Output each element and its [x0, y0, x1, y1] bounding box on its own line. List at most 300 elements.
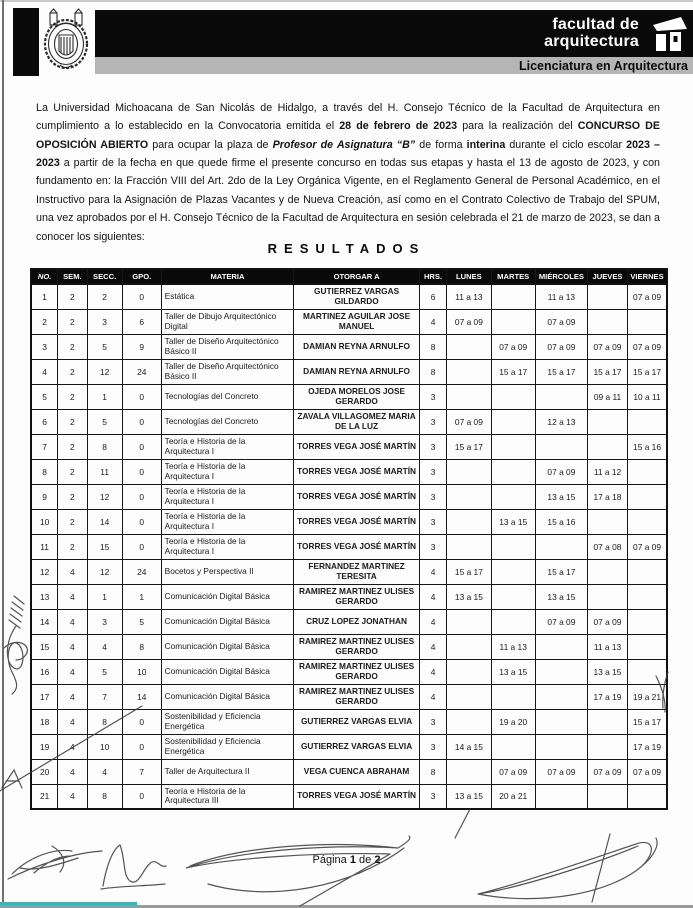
cell-viernes: 19 a 21	[628, 684, 667, 709]
cell-materia: Teoría e Historia de la Arquitectura I	[161, 434, 294, 459]
intro-segment: 28 de febrero de 2023	[339, 120, 458, 133]
cell-viernes: 07 a 09	[628, 334, 667, 359]
cell-no: 15	[31, 634, 58, 659]
cell-no: 17	[31, 684, 58, 709]
cell-viernes	[628, 559, 667, 584]
cell-hrs: 3	[419, 459, 446, 484]
cell-gpo: 24	[122, 559, 161, 584]
cell-no: 16	[31, 659, 58, 684]
cell-secc: 14	[87, 509, 122, 534]
cell-sem: 2	[58, 409, 87, 434]
cell-viernes: 07 a 09	[628, 534, 667, 559]
cell-lunes	[447, 459, 491, 484]
cell-no: 14	[31, 609, 58, 634]
page-number: 1	[349, 854, 356, 866]
cell-lunes: 13 a 15	[447, 784, 491, 809]
cell-otorgar-a: RAMIREZ MARTINEZ ULISES GERARDO	[294, 659, 419, 684]
cell-sem: 2	[58, 309, 87, 334]
brand-line1: facultad de	[552, 15, 639, 33]
cell-sem: 4	[58, 559, 87, 584]
cell-miercoles: 07 a 09	[535, 759, 587, 784]
cell-jueves: 07 a 09	[587, 334, 627, 359]
cell-lunes	[447, 534, 491, 559]
cell-martes	[491, 409, 535, 434]
cell-no: 9	[31, 484, 58, 509]
cell-no: 10	[31, 509, 58, 534]
cell-secc: 15	[87, 534, 122, 559]
cell-miercoles	[535, 659, 587, 684]
cell-sem: 4	[58, 609, 87, 634]
table-row	[31, 359, 667, 384]
cell-gpo: 0	[122, 284, 161, 309]
cell-materia: Tecnologías del Concreto	[161, 409, 294, 434]
cell-sem: 2	[58, 384, 87, 409]
cell-gpo: 10	[122, 659, 161, 684]
cell-viernes	[628, 634, 667, 659]
cell-secc: 11	[87, 459, 122, 484]
cell-hrs: 4	[419, 609, 446, 634]
cell-hrs: 4	[419, 559, 446, 584]
cell-otorgar-a: VEGA CUENCA ABRAHAM	[294, 759, 419, 784]
cell-lunes	[447, 609, 491, 634]
cell-otorgar-a: TORRES VEGA JOSÉ MARTÍN	[294, 484, 419, 509]
cell-secc: 1	[87, 584, 122, 609]
cell-lunes	[447, 759, 491, 784]
intro-segment: para la realización del	[457, 120, 578, 133]
cell-gpo: 0	[122, 734, 161, 759]
cell-otorgar-a: GUTIERREZ VARGAS ELVIA	[294, 709, 419, 734]
cell-martes: 07 a 09	[491, 759, 535, 784]
cell-miercoles	[535, 709, 587, 734]
cell-otorgar-a: GUTIERREZ VARGAS GILDARDO	[294, 284, 419, 309]
cell-miercoles: 13 a 15	[535, 484, 587, 509]
table-row	[31, 484, 667, 509]
table-row	[31, 709, 667, 734]
table-row	[31, 609, 667, 634]
cell-martes	[491, 434, 535, 459]
cell-viernes	[628, 659, 667, 684]
cell-miercoles: 13 a 15	[535, 584, 587, 609]
cell-hrs: 3	[419, 409, 446, 434]
column-header-otorgar-a: OTORGAR A	[294, 269, 419, 284]
table-row	[31, 309, 667, 334]
cell-hrs: 8	[419, 359, 446, 384]
cell-hrs: 3	[419, 734, 446, 759]
cell-viernes: 10 a 11	[628, 384, 667, 409]
cell-secc: 12	[87, 559, 122, 584]
cell-otorgar-a: FERNANDEZ MARTINEZ TERESITA	[294, 559, 419, 584]
cell-jueves	[587, 409, 627, 434]
cell-otorgar-a: TORRES VEGA JOSÉ MARTÍN	[294, 459, 419, 484]
scan-edge-left	[2, 0, 4, 908]
cell-martes	[491, 384, 535, 409]
row21-slash-mark	[455, 809, 470, 838]
cell-materia: Teoría e Historia de la Arquitectura III	[161, 784, 294, 809]
cell-secc: 4	[87, 759, 122, 784]
cell-otorgar-a: ZAVALA VILLAGOMEZ MARIA DE LA LUZ	[294, 409, 419, 434]
cell-secc: 1	[87, 384, 122, 409]
cell-hrs: 3	[419, 384, 446, 409]
signature-4	[478, 834, 657, 902]
cell-viernes: 17 a 19	[628, 734, 667, 759]
cell-gpo: 0	[122, 784, 161, 809]
table-row	[31, 384, 667, 409]
cell-gpo: 0	[122, 434, 161, 459]
degree-subbanner	[95, 57, 693, 74]
cell-secc: 7	[87, 684, 122, 709]
cell-materia: Comunicación Digital Básica	[161, 609, 294, 634]
cell-gpo: 0	[122, 484, 161, 509]
cell-otorgar-a: GUTIERREZ VARGAS ELVIA	[294, 734, 419, 759]
cell-miercoles	[535, 734, 587, 759]
total-pages: 2	[374, 854, 381, 866]
table-row	[31, 634, 667, 659]
degree-subbanner-label: Licenciatura en Arquitectura	[518, 58, 688, 73]
cell-lunes: 14 a 15	[447, 734, 491, 759]
cell-sem: 2	[58, 484, 87, 509]
cell-materia: Sostenibilidad y Eficiencia Energética	[161, 709, 294, 734]
column-header-miercoles: MIÉRCOLES	[535, 269, 587, 284]
cell-materia: Comunicación Digital Básica	[161, 659, 294, 684]
cell-lunes	[447, 359, 491, 384]
cell-miercoles	[535, 784, 587, 809]
table-row	[31, 559, 667, 584]
cell-viernes: 07 a 09	[628, 759, 667, 784]
cell-jueves	[587, 309, 627, 334]
cell-martes	[491, 609, 535, 634]
cell-gpo: 0	[122, 409, 161, 434]
cell-viernes	[628, 509, 667, 534]
cell-martes	[491, 584, 535, 609]
cell-viernes	[628, 459, 667, 484]
page-indicator-prefix: Página	[312, 854, 350, 866]
cell-otorgar-a: TORRES VEGA JOSÉ MARTÍN	[294, 509, 419, 534]
table-header-row	[31, 269, 667, 284]
cell-otorgar-a: RAMIREZ MARTINEZ ULISES GERARDO	[294, 684, 419, 709]
signature-2	[101, 845, 166, 889]
cell-otorgar-a: RAMIREZ MARTINEZ ULISES GERARDO	[294, 584, 419, 609]
intro-segment: a partir de la fecha en que quede firme el presente concurso en todas sus etapas y hasta el 13 de agosto de 2023, y con fundamento en: la Fracción VIII del Art. 2do de la Ley Orgánica Vigente, en el Reglamento General de Personal Académico, en el Instructivo para la Asignación de Plazas Vacantes y de Nueva Creación, así como en el Contrato Colectivo de Trabajo del SPUM, una vez aprobados por el H. Consejo Técnico de la Facultad de Arquitectura en sesión celebrada el 21 de marzo de 2023, se dan a conocer los siguientes:	[36, 156, 660, 243]
header-black-tab	[13, 8, 39, 76]
column-header-lunes: LUNES	[447, 269, 491, 284]
cell-secc: 5	[87, 409, 122, 434]
cell-no: 8	[31, 459, 58, 484]
cell-lunes: 13 a 15	[447, 584, 491, 609]
cell-martes	[491, 559, 535, 584]
cell-jueves: 13 a 15	[587, 659, 627, 684]
cell-no: 4	[31, 359, 58, 384]
cell-sem: 4	[58, 584, 87, 609]
table-row	[31, 284, 667, 309]
cell-martes	[491, 284, 535, 309]
small-a-pen-mark	[2, 770, 22, 788]
cell-materia: Teoría e Historia de la Arquitectura I	[161, 509, 294, 534]
cell-sem: 4	[58, 709, 87, 734]
table-row	[31, 584, 667, 609]
cell-sem: 2	[58, 509, 87, 534]
cell-gpo: 6	[122, 309, 161, 334]
cell-materia: Sostenibilidad y Eficiencia Energética	[161, 734, 294, 759]
cell-jueves	[587, 284, 627, 309]
cell-materia: Taller de Diseño Arquitectónico Básico II	[161, 359, 294, 384]
cell-materia: Estática	[161, 284, 294, 309]
cell-hrs: 4	[419, 634, 446, 659]
cell-miercoles: 07 a 09	[535, 334, 587, 359]
cell-lunes	[447, 484, 491, 509]
cell-otorgar-a: DAMIAN REYNA ARNULFO	[294, 334, 419, 359]
cell-jueves: 11 a 12	[587, 459, 627, 484]
intro-segment: CONCURSO DE OPOSICIÓN ABIERTO	[36, 120, 661, 151]
column-header-materia: MATERIA	[161, 269, 294, 284]
cell-martes	[491, 484, 535, 509]
cell-lunes: 15 a 17	[447, 559, 491, 584]
table-row	[31, 734, 667, 759]
table-row	[31, 684, 667, 709]
cell-secc: 3	[87, 309, 122, 334]
cell-viernes	[628, 609, 667, 634]
cell-jueves: 17 a 18	[587, 484, 627, 509]
results-table	[30, 268, 668, 810]
cell-secc: 8	[87, 434, 122, 459]
intro-segment: para ocupar la plaza de	[148, 138, 273, 151]
cell-lunes	[447, 334, 491, 359]
cell-hrs: 3	[419, 534, 446, 559]
cell-materia: Comunicación Digital Básica	[161, 584, 294, 609]
cell-hrs: 4	[419, 584, 446, 609]
cell-martes	[491, 534, 535, 559]
cell-materia: Teoría e Historia de la Arquitectura I	[161, 534, 294, 559]
cell-hrs: 4	[419, 659, 446, 684]
cell-viernes: 15 a 17	[628, 709, 667, 734]
cell-secc: 12	[87, 359, 122, 384]
cell-martes: 13 a 15	[491, 509, 535, 534]
cell-miercoles: 11 a 13	[535, 284, 587, 309]
cell-otorgar-a: MARTINEZ AGUILAR JOSE MANUEL	[294, 309, 419, 334]
cell-no: 11	[31, 534, 58, 559]
cell-viernes: 15 a 17	[628, 359, 667, 384]
cell-no: 2	[31, 309, 58, 334]
column-header-viernes: VIERNES	[628, 269, 667, 284]
cell-miercoles	[535, 534, 587, 559]
faculty-brand-text	[544, 17, 639, 51]
cell-no: 13	[31, 584, 58, 609]
cell-gpo: 0	[122, 384, 161, 409]
university-seal-icon	[42, 7, 90, 73]
cell-sem: 4	[58, 659, 87, 684]
cell-jueves: 07 a 09	[587, 609, 627, 634]
cell-martes: 13 a 15	[491, 659, 535, 684]
cell-hrs: 6	[419, 284, 446, 309]
cell-lunes	[447, 509, 491, 534]
cell-no: 3	[31, 334, 58, 359]
page-indicator-separator: de	[355, 854, 375, 866]
cell-miercoles	[535, 684, 587, 709]
brand-line2: arquitectura	[544, 32, 639, 50]
cell-martes	[491, 459, 535, 484]
cell-gpo: 0	[122, 709, 161, 734]
cell-jueves: 11 a 13	[587, 634, 627, 659]
cell-no: 12	[31, 559, 58, 584]
column-header-hrs: HRS.	[419, 269, 446, 284]
cell-materia: Comunicación Digital Básica	[161, 634, 294, 659]
header-banner	[95, 10, 693, 57]
signature-3	[186, 836, 410, 906]
cell-jueves	[587, 434, 627, 459]
cell-martes	[491, 309, 535, 334]
cell-gpo: 1	[122, 584, 161, 609]
cell-jueves: 15 a 17	[587, 359, 627, 384]
cell-viernes: 15 a 16	[628, 434, 667, 459]
cell-hrs: 3	[419, 509, 446, 534]
cell-jueves: 07 a 09	[587, 759, 627, 784]
cell-secc: 12	[87, 484, 122, 509]
cell-viernes	[628, 484, 667, 509]
cell-gpo: 8	[122, 634, 161, 659]
cell-lunes	[447, 659, 491, 684]
cell-lunes: 15 a 17	[447, 434, 491, 459]
cell-sem: 4	[58, 684, 87, 709]
table-row	[31, 659, 667, 684]
cell-secc: 2	[87, 284, 122, 309]
table-row	[31, 334, 667, 359]
cell-sem: 2	[58, 284, 87, 309]
cell-no: 1	[31, 284, 58, 309]
cell-sem: 4	[58, 634, 87, 659]
cell-miercoles: 07 a 09	[535, 459, 587, 484]
cell-miercoles: 15 a 17	[535, 559, 587, 584]
cell-gpo: 0	[122, 459, 161, 484]
cell-martes: 07 a 09	[491, 334, 535, 359]
cell-materia: Bocetos y Perspectiva II	[161, 559, 294, 584]
cell-otorgar-a: DAMIAN REYNA ARNULFO	[294, 359, 419, 384]
table-body	[31, 284, 667, 809]
cell-secc: 8	[87, 709, 122, 734]
cell-sem: 2	[58, 459, 87, 484]
cell-jueves	[587, 709, 627, 734]
cell-jueves: 07 a 08	[587, 534, 627, 559]
column-header-martes: MARTES	[491, 269, 535, 284]
cell-otorgar-a: OJEDA MORELOS JOSE GERARDO	[294, 384, 419, 409]
cell-lunes	[447, 384, 491, 409]
cell-viernes	[628, 309, 667, 334]
cell-gpo: 0	[122, 509, 161, 534]
column-header-jueves: JUEVES	[587, 269, 627, 284]
cell-gpo: 9	[122, 334, 161, 359]
cell-sem: 4	[58, 784, 87, 809]
cell-lunes: 07 a 09	[447, 409, 491, 434]
cell-gpo: 0	[122, 534, 161, 559]
cell-sem: 2	[58, 434, 87, 459]
cell-materia: Tecnologías del Concreto	[161, 384, 294, 409]
scan-edge-top	[0, 0, 693, 2]
cell-otorgar-a: TORRES VEGA JOSÉ MARTÍN	[294, 434, 419, 459]
cell-secc: 4	[87, 634, 122, 659]
cell-viernes	[628, 784, 667, 809]
cell-no: 20	[31, 759, 58, 784]
cell-viernes	[628, 584, 667, 609]
cell-sem: 2	[58, 359, 87, 384]
cell-lunes: 11 a 13	[447, 284, 491, 309]
intro-segment: interina	[466, 138, 506, 151]
cell-miercoles: 15 a 17	[535, 359, 587, 384]
cell-secc: 3	[87, 609, 122, 634]
cell-hrs: 3	[419, 784, 446, 809]
cell-jueves	[587, 584, 627, 609]
table-row	[31, 434, 667, 459]
cell-lunes	[447, 684, 491, 709]
cell-hrs: 4	[419, 309, 446, 334]
cell-otorgar-a: RAMIREZ MARTINEZ ULISES GERARDO	[294, 634, 419, 659]
cell-secc: 5	[87, 659, 122, 684]
cell-hrs: 3	[419, 484, 446, 509]
table-row	[31, 459, 667, 484]
table-row	[31, 534, 667, 559]
cell-sem: 2	[58, 534, 87, 559]
cell-materia: Teoría e Historia de la Arquitectura I	[161, 459, 294, 484]
table-row	[31, 409, 667, 434]
cell-martes	[491, 684, 535, 709]
intro-segment: durante el ciclo escolar	[505, 138, 627, 151]
cell-secc: 5	[87, 334, 122, 359]
cell-secc: 10	[87, 734, 122, 759]
intro-segment: 2023 – 2023	[36, 138, 660, 169]
cell-otorgar-a: TORRES VEGA JOSÉ MARTÍN	[294, 784, 419, 809]
cell-lunes: 07 a 09	[447, 309, 491, 334]
cell-gpo: 24	[122, 359, 161, 384]
results-table-container	[30, 268, 668, 810]
cell-materia: Taller de Diseño Arquitectónico Básico II	[161, 334, 294, 359]
column-header-no: NO.	[31, 269, 58, 284]
results-title: RESULTADOS	[267, 241, 426, 256]
cell-martes	[491, 734, 535, 759]
cell-martes: 20 a 21	[491, 784, 535, 809]
table-row	[31, 509, 667, 534]
cell-hrs: 4	[419, 684, 446, 709]
cell-hrs: 8	[419, 759, 446, 784]
cell-materia: Teoría e Historia de la Arquitectura I	[161, 484, 294, 509]
margin-scribble-mark	[4, 596, 27, 694]
cell-jueves: 09 a 11	[587, 384, 627, 409]
cell-gpo: 7	[122, 759, 161, 784]
intro-segment: de forma	[415, 138, 467, 151]
cell-no: 21	[31, 784, 58, 809]
cell-hrs: 3	[419, 709, 446, 734]
architecture-faculty-logo-icon	[647, 15, 687, 53]
table-row	[31, 759, 667, 784]
intro-paragraph	[36, 99, 660, 246]
cell-martes: 15 a 17	[491, 359, 535, 384]
cell-viernes	[628, 409, 667, 434]
intro-segment: Profesor de Asignatura “B”	[272, 138, 416, 151]
intro-segment: La Universidad Michoacana de San Nicolás de Hidalgo, a través del H. Consejo Técnico de la Facultad de Arquitectura en cumplimiento a lo establecido en la Convocatoria emitida el	[36, 101, 660, 133]
cell-miercoles	[535, 634, 587, 659]
cell-jueves	[587, 509, 627, 534]
cell-hrs: 8	[419, 334, 446, 359]
cell-jueves	[587, 734, 627, 759]
column-header-secc: SECC.	[87, 269, 122, 284]
cell-jueves	[587, 784, 627, 809]
cell-gpo: 5	[122, 609, 161, 634]
cell-no: 18	[31, 709, 58, 734]
cell-otorgar-a: CRUZ LOPEZ JONATHAN	[294, 609, 419, 634]
cell-gpo: 14	[122, 684, 161, 709]
cell-jueves	[587, 559, 627, 584]
cell-miercoles: 07 a 09	[535, 609, 587, 634]
cell-no: 7	[31, 434, 58, 459]
cell-viernes: 07 a 09	[628, 284, 667, 309]
cell-miercoles	[535, 434, 587, 459]
cell-sem: 2	[58, 334, 87, 359]
